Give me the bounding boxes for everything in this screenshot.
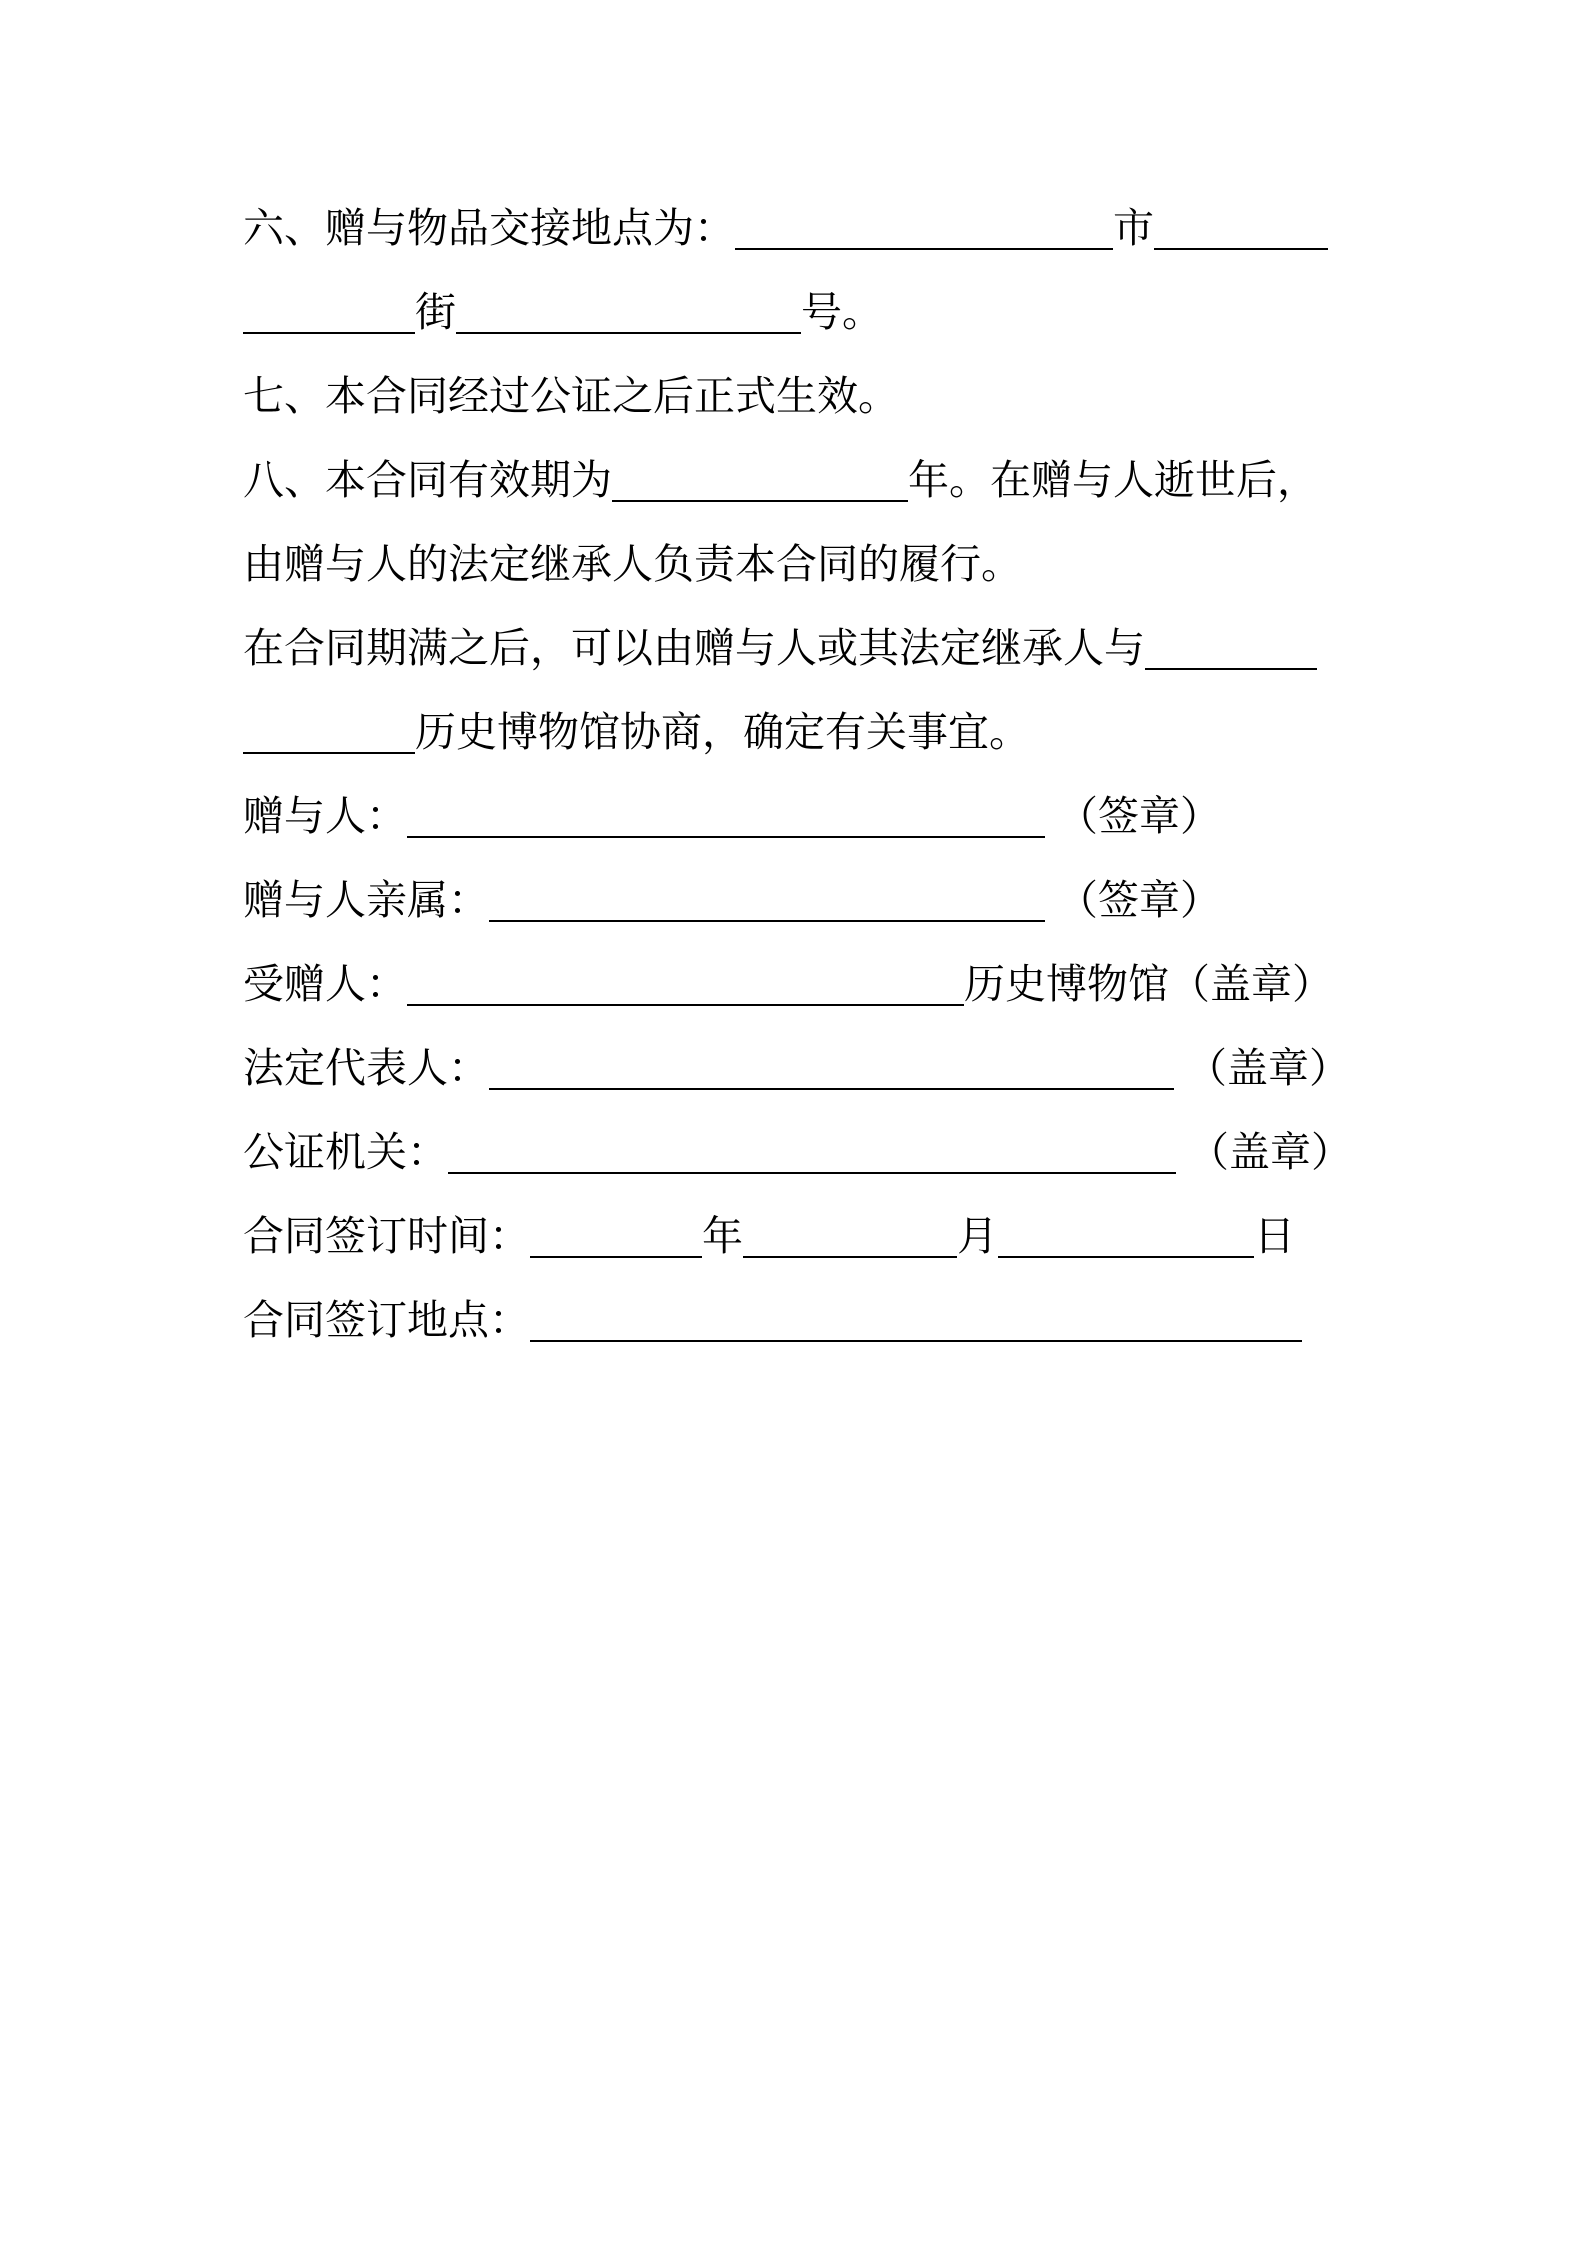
clause-8-line-3 xyxy=(243,618,1317,678)
street-label: 街 xyxy=(415,288,456,336)
donor-stamp: （签章） xyxy=(1057,792,1221,840)
donor-blank[interactable] xyxy=(407,788,1045,838)
recipient-label: 受赠人： xyxy=(243,960,407,1008)
recipient-stamp: （盖章） xyxy=(1169,960,1333,1008)
clause-8-line-2 xyxy=(243,534,1022,594)
clause-8-line-1 xyxy=(243,450,1318,510)
street-blank[interactable] xyxy=(456,284,801,334)
month-blank[interactable] xyxy=(743,1208,957,1258)
legal-rep-label: 法定代表人： xyxy=(243,1044,489,1092)
clause-6-line-1 xyxy=(243,198,1328,258)
year-label: 年 xyxy=(702,1212,743,1260)
sign-place-label: 合同签订地点： xyxy=(243,1296,530,1344)
notary-label: 公证机关： xyxy=(243,1128,448,1176)
recipient-org: 历史博物馆 xyxy=(964,960,1169,1008)
legal-rep-stamp: （盖章） xyxy=(1186,1044,1350,1092)
clause-8-line-4 xyxy=(243,702,1030,762)
day-label: 日 xyxy=(1254,1212,1295,1260)
donor-relative-stamp: （签章） xyxy=(1057,876,1221,924)
clause-8-suffix: 年。在赠与人逝世后， xyxy=(908,456,1318,504)
month-label: 月 xyxy=(957,1212,998,1260)
clause-8-prefix: 八、本合同有效期为 xyxy=(243,456,612,504)
donor-label: 赠与人： xyxy=(243,792,407,840)
notary-blank[interactable] xyxy=(448,1124,1176,1174)
donor-relative-blank[interactable] xyxy=(489,872,1045,922)
clause-6-line-2 xyxy=(243,282,883,342)
clause-6-text: 六、赠与物品交接地点为： xyxy=(243,204,735,252)
donor-relative-signature-line xyxy=(243,870,1221,930)
donor-signature-line xyxy=(243,786,1221,846)
number-label: 号。 xyxy=(801,288,883,336)
recipient-blank[interactable] xyxy=(407,956,964,1006)
recipient-signature-line xyxy=(243,954,1333,1014)
sign-date-label: 合同签订时间： xyxy=(243,1212,530,1260)
clause-7-line xyxy=(243,366,899,426)
year-blank[interactable] xyxy=(530,1208,702,1258)
donor-relative-label: 赠与人亲属： xyxy=(243,876,489,924)
district-blank[interactable] xyxy=(243,284,415,334)
sign-place-blank[interactable] xyxy=(530,1292,1302,1342)
city-blank-continued[interactable] xyxy=(1154,200,1328,250)
museum-name-blank-continued[interactable] xyxy=(243,704,415,754)
clause-7-text: 七、本合同经过公证之后正式生效。 xyxy=(243,372,899,420)
museum-name-blank[interactable] xyxy=(1145,620,1317,670)
sign-place-line xyxy=(243,1290,1302,1350)
notary-stamp: （盖章） xyxy=(1188,1128,1352,1176)
validity-years-blank[interactable] xyxy=(612,452,908,502)
legal-rep-signature-line xyxy=(243,1038,1350,1098)
sign-date-line xyxy=(243,1206,1295,1266)
legal-rep-blank[interactable] xyxy=(489,1040,1174,1090)
clause-8-line-3-text: 在合同期满之后，可以由赠与人或其法定继承人与 xyxy=(243,624,1145,672)
day-blank[interactable] xyxy=(998,1208,1254,1258)
notary-signature-line xyxy=(243,1122,1352,1182)
clause-8-line-2-text: 由赠与人的法定继承人负责本合同的履行。 xyxy=(243,540,1022,588)
city-label: 市 xyxy=(1113,204,1154,252)
city-blank[interactable] xyxy=(735,200,1113,250)
clause-8-line-4-text: 历史博物馆协商，确定有关事宜。 xyxy=(415,708,1030,756)
